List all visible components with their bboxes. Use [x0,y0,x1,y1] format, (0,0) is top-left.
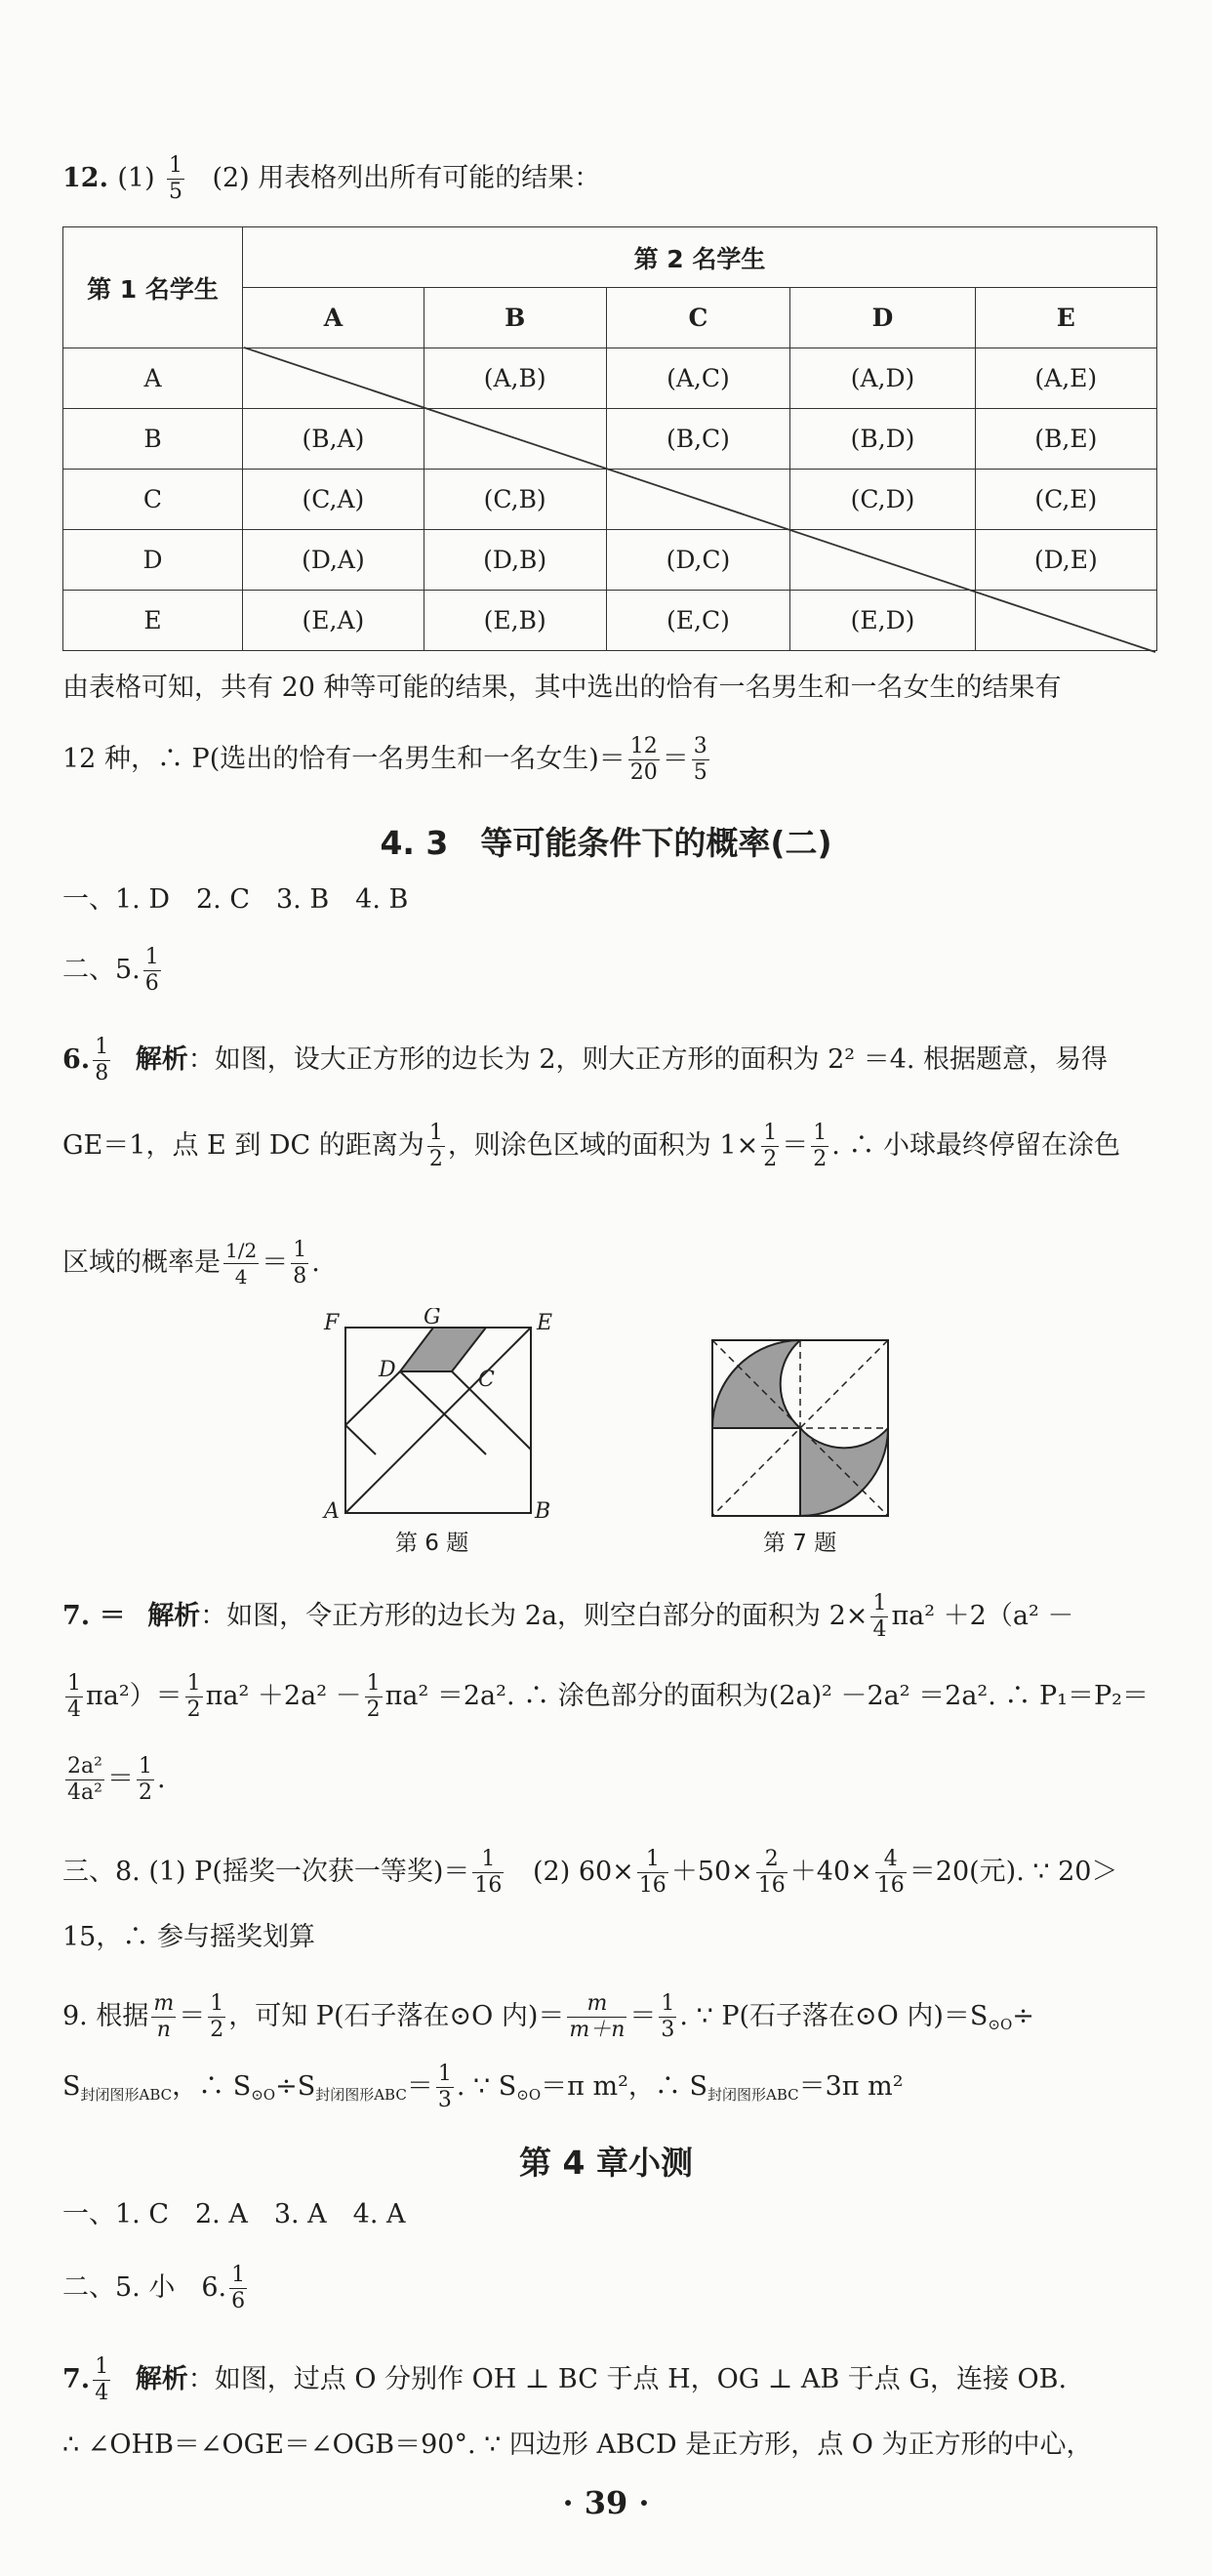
table-row: C (C,A) (C,B) (C,D) (C,E) [63,470,1157,530]
q12-number: 12. [62,163,108,193]
table-row: B (B,A) (B,C) (B,D) (B,E) [63,409,1157,470]
svg-text:F: F [324,1311,340,1335]
quiz-answers-part2: 二、5. 小 6. $\frac{1}{6}$ [62,2263,246,2313]
quiz-q7-line2: ∴ ∠OHB＝∠OGE＝∠OGB＝90°. ∵ 四边形 ABCD 是正方形，点 O 为正方形的中心， [62,2430,1093,2460]
q7-line2: $\frac{1}{4}$ πa²）＝ $\frac{1}{2}$ πa² ＋2a² － $\frac{1}{2}$ πa² ＝2a². ∴ 涂色部分的面积为(2a)² －2a² ＝2a². ∴ P₁＝P₂＝ [67,1671,1149,1722]
answers-part1: 一、1. D 2. C 3. B 4. B [62,884,409,915]
quiz-answers-part1: 一、1. C 2. A 3. A 4. A [62,2199,406,2229]
figure-7-caption: 第 7 题 [763,1531,837,1556]
table-diagonal-line [0,0,1212,683]
page-number: · 39 · [562,2484,650,2521]
q12-line: 12. (1) $\frac{1}{5}$ (2) 用表格列出所有可能的结果： [62,153,601,204]
q7-line3: $\frac{\text{2a²}}{\text{4a²}}$ ＝ $\frac{1}{2}$ . [67,1754,166,1805]
col-header: E [975,288,1156,348]
figure-6-diagram [322,1308,556,1542]
table-row: A (A,B) (A,C) (A,D) (A,E) [63,348,1157,409]
col-header: B [424,288,606,348]
fraction: $\frac{1}{5}$ [169,153,183,204]
q7-line1: 7. ＝ 解析：如图，令正方形的边长为 2a，则空白部分的面积为 2× $\frac{1}{4}$ πa² ＋2（a² － [62,1591,1074,1642]
table-corner: 第 1 名学生 [63,227,243,348]
svg-text:C: C [478,1368,495,1392]
svg-text:E: E [537,1311,553,1335]
svg-text:G: G [424,1308,441,1329]
col-header: D [790,288,975,348]
col-header: C [606,288,790,348]
table-group-header: 第 2 名学生 [243,227,1157,288]
q9-line1: 9. 根据 $\frac{m}{n}$ ＝ $\frac{1}{2}$ ，可知 P(石子落在⊙O 内)＝ $\frac{m}{m+n}$ ＝ $\frac{1}{3}$ . ∵ P(石子落在⊙O 内)$=S_{⊙O}\div$ [62,1991,1034,2042]
svg-text:A: A [324,1499,340,1524]
figure-7-diagram [707,1335,893,1521]
q8-line2: 15，∴ 参与摇奖划算 [62,1922,315,1952]
q6-line2: GE＝1，点 E 到 DC 的距离为 $\frac{1}{2}$ ，则涂色区域的面积为 1× $\frac{1}{2}$ ＝ $\frac{1}{2}$ . ∴ 小球最终停留在涂色 [62,1121,1120,1171]
q8-line1: 三、8. (1) P(摇奖一次获一等奖)＝ $\frac{1}{16}$ (2) 60× $\frac{1}{16}$ ＋50× $\frac{2}{16}$ ＋40× $\frac{4}{16}$ ＝20(元). ∵ 20＞ [62,1847,1118,1898]
svg-text:B: B [535,1499,551,1524]
q12-explanation-line1: 由表格可知，共有 20 种等可能的结果，其中选出的恰有一名男生和一名女生的结果有 [62,673,1062,703]
answers-part2: 二、5. $\frac{1}{6}$ [62,945,159,996]
col-header: A [243,288,424,348]
section-title: 第 4 章小测 [519,2144,693,2182]
q6-line3: 区域的概率是 $\frac{1/2}{4}$ ＝ $\frac{1}{8}$ . [62,1238,320,1288]
table-row: D (D,A) (D,B) (D,C) (D,E) [63,530,1157,591]
svg-text:D: D [379,1358,396,1382]
quiz-q7-line1: 7. $\frac{1}{4}$ 解析：如图，过点 O 分别作 OH ⊥ BC 于点 H，OG ⊥ AB 于点 G，连接 OB. [62,2354,1068,2405]
q6-line1: 6. $\frac{1}{8}$ 解析：如图，设大正方形的边长为 2，则大正方形的面积为 2² ＝4. 根据题意，易得 [62,1035,1109,1085]
q12-explanation-line2: 12 种，∴ P(选出的恰有一名男生和一名女生)＝ $\frac{12}{20}$ ＝ $\frac{3}{5}$ [62,734,707,785]
figure-6-caption: 第 6 题 [395,1531,469,1556]
table-row: E (E,A) (E,B) (E,C) (E,D) [63,591,1157,651]
q9-line2: $S_{封闭图形ABC}$，∴ $S_{⊙O}\div S_{封闭图形ABC}=$ $\frac{1}{3}$ . ∵ $S_{⊙O}=\pi$ m²，∴ $S_{封闭图形ABC}=3\pi$ m² [62,2062,904,2112]
section-title: 4. 3 等可能条件下的概率(二) [380,824,832,862]
